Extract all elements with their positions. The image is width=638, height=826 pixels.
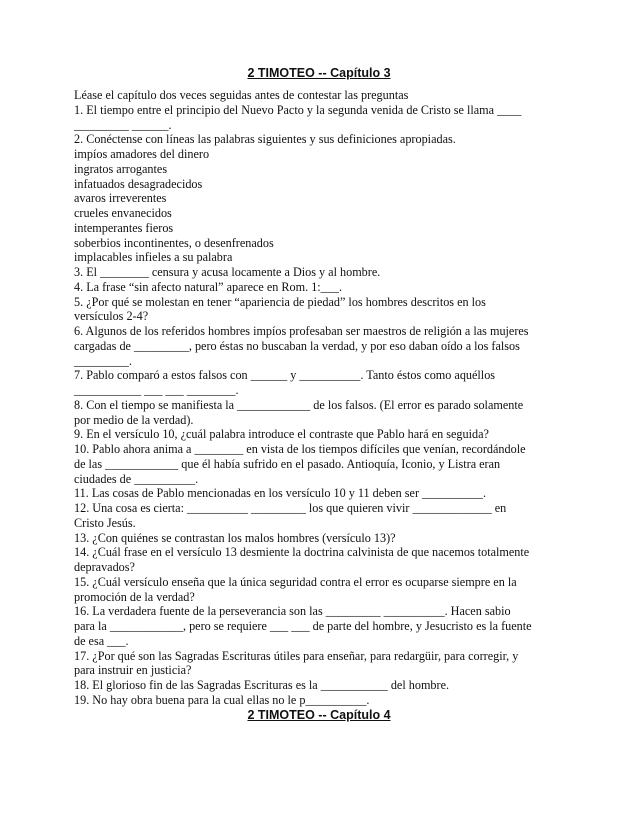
word-list-item: crueles envanecidos bbox=[74, 206, 172, 220]
word-list-item: ingratos arrogantes bbox=[74, 161, 168, 176]
question-8-line-1: 8. Con el tiempo se manifiesta la ____________ de los falsos. (El error es parado solamente bbox=[74, 397, 524, 412]
question-16-line-3: de esa ___. bbox=[74, 633, 129, 648]
question-12-line-1: 12. Una cosa es cierta: __________ _________ los que quieren vivir _____________ en bbox=[74, 501, 507, 515]
question-19-line: 19. No hay obra buena para la cual ellas no le p__________. bbox=[74, 692, 370, 707]
question-7-line-2: ___________ ___ ___ ________. bbox=[74, 383, 239, 397]
question-9-line: 9. En el versículo 10, ¿cuál palabra introduce el contraste que Pablo hará en seguida? bbox=[74, 427, 489, 442]
question-18-line: 18. El glorioso fin de las Sagradas Escrituras es la ___________ del hombre. bbox=[74, 678, 450, 692]
question-6-line-3: _________. bbox=[74, 353, 132, 368]
question-17-line-2: para instruir en justicia? bbox=[74, 663, 192, 678]
instructions-line: Léase el capítulo dos veces seguidas antes de contestar las preguntas bbox=[74, 88, 409, 102]
question-6-line-2: cargadas de _________, pero éstas no buscaban la verdad, y por eso daban oído a los falsos bbox=[74, 338, 520, 353]
question-2-line: 2. Conéctense con líneas las palabras siguientes y sus definiciones apropiadas. bbox=[74, 132, 456, 147]
question-10-line-1: 10. Pablo ahora anima a ________ en vista de los tiempos difíciles que venían, recordándole bbox=[74, 442, 526, 456]
question-8-line-2: por medio de la verdad). bbox=[74, 412, 194, 427]
question-4-line: 4. La frase “sin afecto natural” aparece en Rom. 1:___. bbox=[74, 279, 343, 294]
word-list-item: infatuados desagradecidos bbox=[74, 176, 203, 191]
word-list-item: impíos amadores del dinero bbox=[74, 147, 210, 161]
word-list-item: intemperantes fieros bbox=[74, 220, 174, 235]
question-5-line-2: versículos 2-4? bbox=[74, 309, 149, 324]
questions-body bbox=[74, 88, 564, 708]
question-10-line-3: ciudades de __________. bbox=[74, 471, 199, 486]
question-13-line: 13. ¿Con quiénes se contrastan los malos hombres (versículo 13)? bbox=[74, 530, 396, 545]
word-list-item: implacables infieles a su palabra bbox=[74, 250, 233, 265]
question-1-line-1: 1. El tiempo entre el principio del Nuevo Pacto y la segunda venida de Cristo se llama ____ bbox=[74, 102, 522, 117]
question-10-line-2: de las ____________ que él había sufrido en el pasado. Antioquía, Iconio, y Listra eran bbox=[74, 456, 501, 471]
question-6-line-1: 6. Algunos de los referidos hombres impíos profesaban ser maestros de religión a las mujeres bbox=[74, 324, 529, 338]
question-7-line-1: 7. Pablo comparó a estos falsos con ______ y __________. Tanto éstos como aquéllos bbox=[74, 368, 496, 383]
question-16-line-2: para la ____________, pero se requiere ___ ___ de parte del hombre, y Jesucristo es la fuente bbox=[74, 619, 532, 633]
question-14-line-1: 14. ¿Cuál frase en el versículo 13 desmiente la doctrina calvinista de que nacemos totalmente bbox=[74, 545, 530, 560]
question-5-line-1: 5. ¿Por qué se molestan en tener “apariencia de piedad” los hombres descritos en los bbox=[74, 294, 486, 309]
next-chapter-title: 2 TIMOTEO -- Capítulo 4 bbox=[247, 708, 391, 722]
question-15-line-2: promoción de la verdad? bbox=[74, 589, 195, 604]
question-12-line-2: Cristo Jesús. bbox=[74, 515, 136, 530]
question-15-line-1: 15. ¿Cuál versículo enseña que la única seguridad contra el error es ocuparse siempre en la bbox=[74, 574, 517, 589]
question-16-line-1: 16. La verdadera fuente de la perseverancia son las _________ __________. Hacen sabio bbox=[74, 604, 511, 619]
question-3-line: 3. El ________ censura y acusa locamente a Dios y al hombre. bbox=[74, 265, 381, 279]
question-11-line: 11. Las cosas de Pablo mencionadas en los versículo 10 y 11 deben ser __________. bbox=[74, 486, 487, 501]
question-17-line-1: 17. ¿Por qué son las Sagradas Escrituras útiles para enseñar, para redargüir, para corregir, y bbox=[74, 648, 519, 663]
question-14-line-2: depravados? bbox=[74, 560, 135, 574]
word-list-item: soberbios incontinentes, o desenfrenados bbox=[74, 235, 274, 250]
word-list-item: avaros irreverentes bbox=[74, 191, 167, 206]
question-1-line-2: _________ ______. bbox=[74, 117, 172, 132]
page-title: 2 TIMOTEO -- Capítulo 3 bbox=[247, 66, 391, 80]
